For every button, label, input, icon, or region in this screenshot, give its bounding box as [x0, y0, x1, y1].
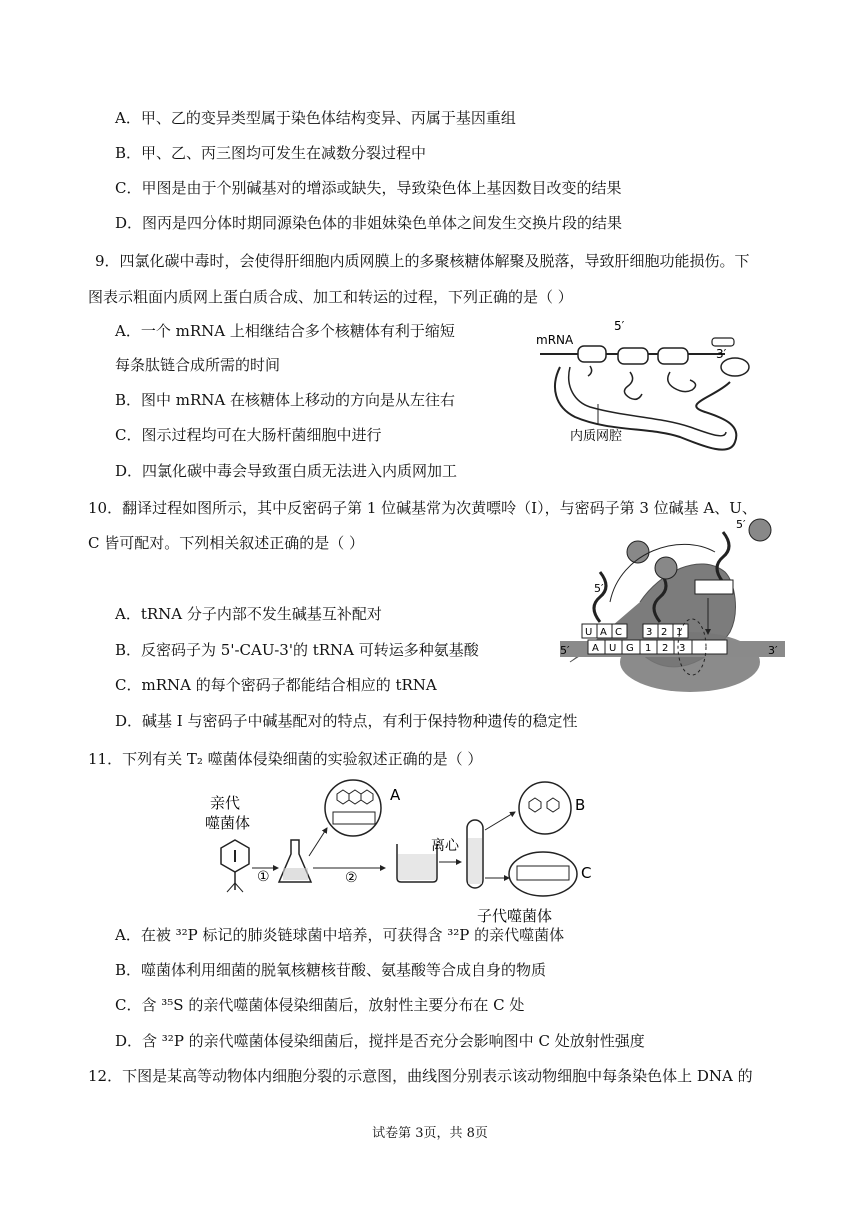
q9-option-b: B．图中 mRNA 在核糖体上移动的方向是从左往右 [115, 391, 456, 409]
q10-option-d: D．碱基 I 与密码子中碱基配对的特点，有利于保持物种遗传的稳定性 [115, 712, 578, 730]
offspring-label: 子代噬菌体 [477, 907, 553, 925]
q9-stem-line1: 9．四氯化碳中毒时，会使得肝细胞内质网膜上的多聚核糖体解聚及脱落，导致肝细胞功能损伤。下 [95, 252, 750, 270]
parent-label-1: 亲代 [210, 794, 241, 812]
q9-stem-line2: 图表示粗面内质网上蛋白质合成、加工和转运的过程，下列正确的是（ ） [88, 288, 573, 306]
q9-option-d: D．四氯化碳中毒会导致蛋白质无法进入内质网加工 [115, 462, 458, 480]
centrifuge-label: 离心 [431, 838, 459, 854]
step1: ① [257, 869, 270, 885]
q11-option-b: B．噬菌体利用细菌的脱氧核糖核苷酸、氨基酸等合成自身的物质 [115, 961, 547, 979]
er-lumen-label: 内质网腔 [570, 429, 623, 444]
anticodon-base-1: U [585, 627, 593, 638]
five-prime-trna2: 5′ [736, 518, 746, 531]
q8-option-b: B．甲、乙、丙三图均可发生在减数分裂过程中 [115, 144, 427, 162]
q10-stem-line1: 10．翻译过程如图所示，其中反密码子第 1 位碱基常为次黄嘌呤（I），与密码子第 3 位碱基 A、U、 [88, 499, 757, 517]
five-prime-label: 5′ [614, 319, 625, 333]
codon2-base-3: 3 [679, 643, 686, 654]
q10-option-b: B．反密码子为 5'-CAU-3'的 tRNA 可转运多种氨基酸 [115, 641, 479, 659]
codon-base-1: A [592, 643, 599, 654]
circle-a-icon [325, 780, 381, 836]
q12-stem: 12．下图是某高等动物体内细胞分裂的示意图，曲线图分别表示该动物细胞中每条染色体上 DNA 的 [88, 1067, 753, 1085]
anticodon2-base-2: 2 [661, 627, 668, 638]
q8-option-a: A．甲、乙的变异类型属于染色体结构变异、丙属于基因重组 [115, 109, 516, 127]
mrna-label: mRNA [536, 333, 574, 347]
q8-option-c: C．甲图是由于个别碱基对的增添或缺失，导致染色体上基因数目改变的结果 [115, 179, 622, 197]
anticodon2-base-1: 3 [646, 627, 653, 638]
q9-option-a-cont: 每条肽链合成所需的时间 [115, 356, 281, 374]
label-a: A [390, 786, 401, 804]
translation-figure [560, 512, 785, 702]
parent-label-2: 噬菌体 [205, 814, 251, 832]
q10-option-a: A．tRNA 分子内部不发生碱基互补配对 [115, 605, 382, 623]
anticodon-base-2: A [600, 627, 607, 638]
codon2-base-2: 2 [662, 643, 669, 654]
step2: ② [345, 870, 358, 886]
three-prime-right: 3′ [768, 644, 778, 657]
q8-option-d: D．图丙是四分体时期同源染色体的非姐妹染色单体之间发生交换片段的结果 [115, 214, 623, 232]
q10-stem-line2: C 皆可配对。下列相关叙述正确的是（ ） [88, 534, 365, 552]
er-polysome-figure [530, 312, 760, 462]
q9-option-a: A．一个 mRNA 上相继结合多个核糖体有利于缩短 [115, 322, 455, 340]
q11-option-c: C．含 ³⁵S 的亲代噬菌体侵染细菌后，放射性主要分布在 C 处 [115, 996, 525, 1014]
q10-option-c: C．mRNA 的每个密码子都能结合相应的 tRNA [115, 676, 437, 694]
phage-experiment-figure [205, 778, 610, 926]
codon2-base-1: 1 [645, 643, 652, 654]
anticodon2-base-3: 1 [676, 627, 683, 638]
anticodon-base-3: C [615, 627, 622, 638]
page-footer: 试卷第 3页，共 8页 [372, 1126, 488, 1141]
label-b: B [575, 796, 586, 814]
five-prime-left: 5′ [560, 644, 570, 657]
codon-base-3: G [626, 643, 634, 654]
label-c: C [581, 864, 592, 882]
circle-b-icon [519, 782, 571, 834]
three-prime-label: 3′ [716, 347, 727, 361]
q11-option-a: A．在被 ³²P 标记的肺炎链球菌中培养，可获得含 ³²P 的亲代噬菌体 [115, 926, 565, 944]
q11-option-d: D．含 ³²P 的亲代噬菌体侵染细菌后，搅拌是否充分会影响图中 C 处放射性强度 [115, 1032, 645, 1050]
codon-base-2: U [609, 643, 617, 654]
q9-option-c: C．图示过程均可在大肠杆菌细胞中进行 [115, 426, 382, 444]
five-prime-trna: 5′ [594, 582, 604, 595]
q11-stem: 11．下列有关 T₂ 噬菌体侵染细菌的实验叙述正确的是（ ） [88, 750, 483, 768]
